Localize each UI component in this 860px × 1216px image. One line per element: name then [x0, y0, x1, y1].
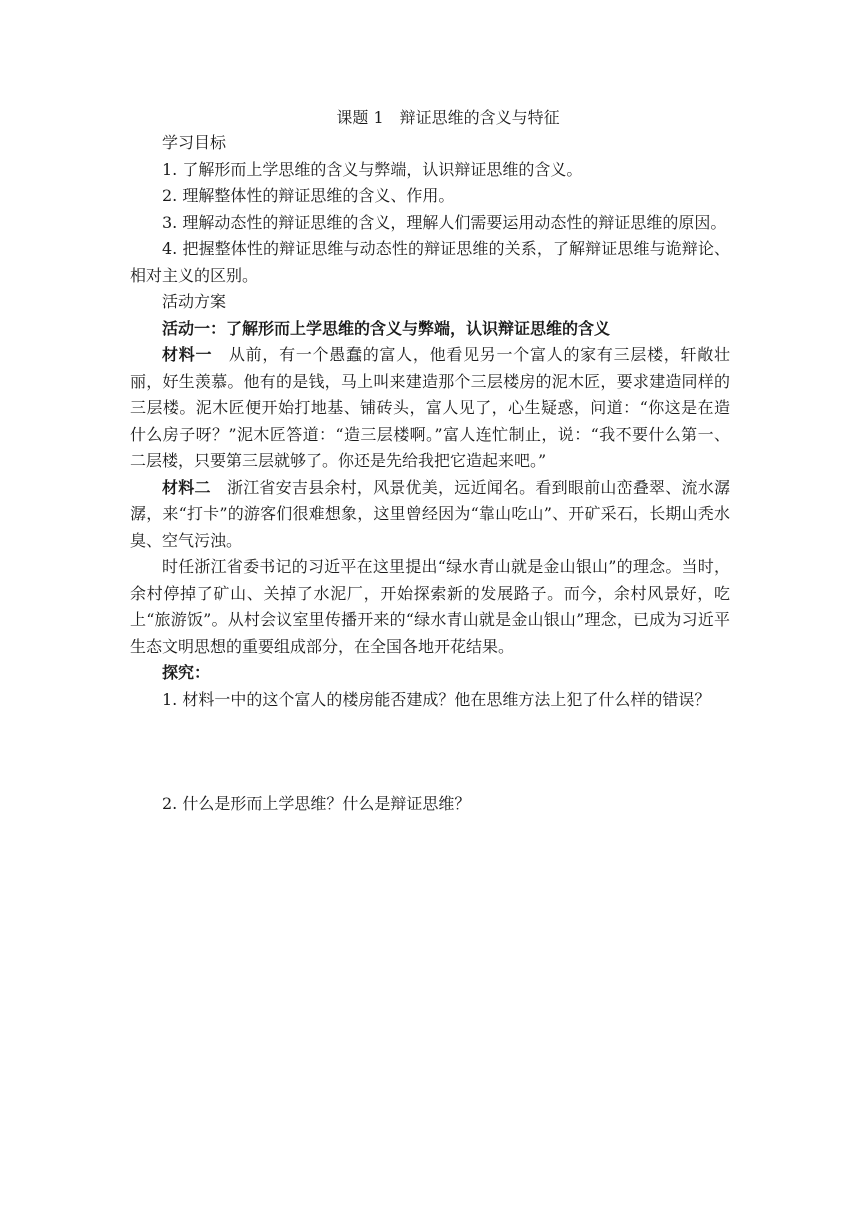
material2-paragraph-2: 时任浙江省委书记的习近平在这里提出“绿水青山就是金山银山”的理念。当时，余村停掉了矿山、关掉了水泥厂，开始探索新的发展路子。而今，余村风景好，吃上“旅游饭”。从村会议室里传播开来的“绿水青山就是金山银山”理念，已成为习近平生态文明思想的重要组成部分，在全国各地开花结果。 — [130, 557, 730, 656]
material1-label: 材料一 — [162, 345, 213, 364]
material2-text: 浙江省安吉县余村，风景优美，远近闻名。看到眼前山峦叠翠、流水潺潺，来“打卡”的游客们很难想象，这里曾经因为“靠山吃山”、开矿采石，长期山秃水臭、空气污浊。 — [130, 477, 730, 550]
material1-text: 从前，有一个愚蠢的富人，他看见另一个富人的家有三层楼，轩敞壮丽，好生羡慕。他有的是钱，马上叫来建造那个三层楼房的泥木匠，要求建造同样的三层楼。泥木匠便开始打地基、铺砖头，富人见了，心生疑惑，问道：“你这是在造什么房子呀？”泥木匠答道：“造三层楼啊。”富人连忙制止，说：“我不要什么第一、二层楼，只要第三层就够了。你还是先给我把它造起来吧。” — [130, 345, 730, 470]
answer-space — [130, 713, 730, 791]
lesson-title: 课题 1 辩证思维的含义与特征 — [336, 108, 560, 127]
material1-paragraph — [130, 342, 730, 475]
explore-heading: 探究： — [162, 663, 211, 682]
activity1-heading: 活动一：了解形而上学思维的含义与弊端，认识辩证思维的含义 — [162, 318, 611, 338]
objective-item-3: 3. 理解动态性的辩证思维的含义，理解人们需要运用动态性的辩证思维的原因。 — [162, 212, 727, 232]
plan-heading: 活动方案 — [162, 292, 227, 311]
objective-item-1: 1. 了解形而上学思维的含义与弊端，认识辩证思维的含义。 — [162, 159, 583, 179]
document-content — [130, 106, 730, 818]
question-1: 1. 材料一中的这个富人的楼房能否建成？他在思维方法上犯了什么样的错误？ — [162, 689, 711, 709]
question-2: 2. 什么是形而上学思维？什么是辩证思维？ — [162, 794, 471, 813]
objectives-heading: 学习目标 — [162, 133, 227, 152]
objective-item-4: 4. 把握整体性的辩证思维与动态性的辩证思维的关系，了解辩证思维与诡辩论、相对主义的区别。 — [130, 239, 730, 285]
objective-item-2: 2. 理解整体性的辩证思维的含义、作用。 — [162, 186, 455, 205]
material2-label: 材料二 — [162, 477, 211, 497]
material2-paragraph — [130, 475, 730, 555]
